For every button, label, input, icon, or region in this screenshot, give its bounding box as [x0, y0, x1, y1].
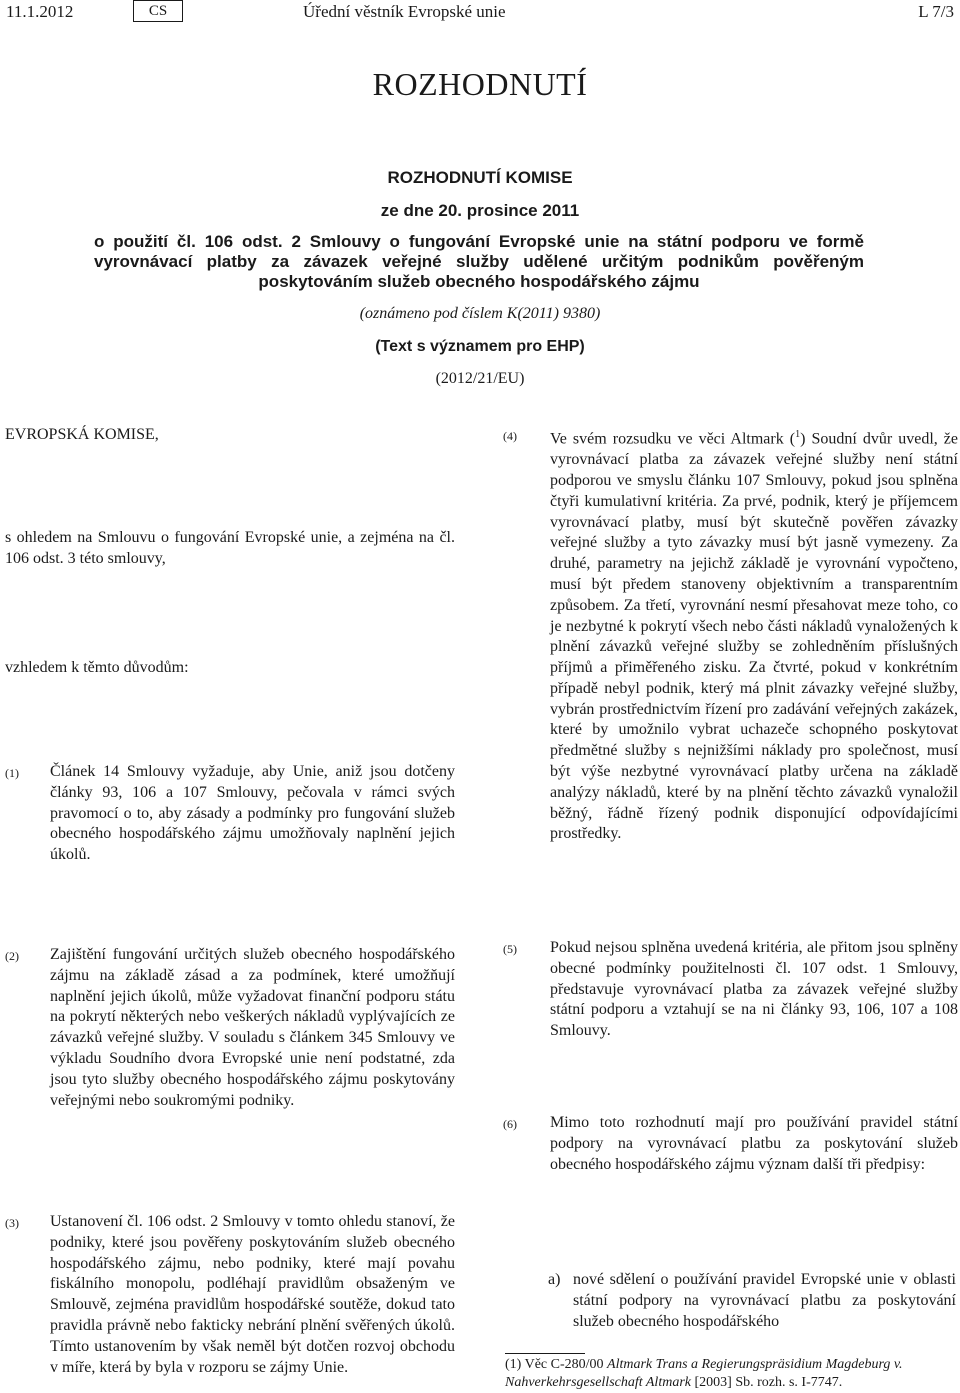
- recital-text: Mimo toto rozhodnutí mají pro používání pravidel státní podpory na vyrovnávací platbu za poskytování služeb obecného hospodářského zájmu význam další tři předpisy:: [550, 1114, 958, 1173]
- recital-text: [550, 425, 958, 845]
- recital-6: [503, 1113, 958, 1203]
- language-badge: CS: [133, 0, 183, 22]
- recital-number: (3): [5, 1216, 19, 1230]
- footnote-case-name: Altmark Trans a Regierungspräsidium Magdeburg v. Nahverkehrsgesellschaft Altmark: [505, 1357, 903, 1390]
- footnote-citation: [2003] Sb. rozh. s. I-7747.: [694, 1375, 843, 1390]
- recital-text: Ustanovení čl. 106 odst. 2 Smlouvy v tomto ohledu stanoví, že podniky, které jsou pověřeny poskytováním služeb obecného hospodářského zájmu, nebo podniky, které mají povahu fiskálního monopolu, podléhají pravidlům obsaženým ve Smlouvě, zejména pravidlům hospodářské soutěže, dokud tato pravidla právně nebo fakticky nebrání plnění svěřených úkolů. Tímto ustanovením by však neměl být dotčen rozvoj obchodu v míře, která by byla v rozporu se zájmy Unie.: [50, 1213, 455, 1376]
- preamble-commission: EVROPSKÁ KOMISE,: [5, 426, 159, 443]
- page-number: L 7/3: [918, 2, 954, 21]
- journal-header: [0, 0, 960, 26]
- footnote-ref[interactable]: 1: [795, 429, 801, 440]
- recital-text: Pokud nejsou splněna uvedená kritéria, ale přitom jsou splněny obecné podmínky použitelnosti čl. 107 odst. 1 Smlouvy, představuje vyrovnávací platba za závazek veřejné služby státní podporu a vztahují se na ni články 93, 106, 107 a 108 Smlouvy.: [550, 939, 958, 1040]
- decision-subject: o použití čl. 106 odst. 2 Smlouvy o fungování Evropské unie na státní podporu ve formě vyrovnávací platby za závazek veřejné služby udělené určitým podnikům pověřeným poskytováním služeb obecného hospodářského zájmu: [94, 232, 864, 291]
- journal-name: Úřední věstník Evropské unie: [303, 2, 506, 21]
- recital-1: [5, 762, 455, 862]
- sub-item-a: [548, 1270, 958, 1335]
- recital-number: (6): [503, 1117, 517, 1131]
- recital-text: Článek 14 Smlouvy vyžaduje, aby Unie, aniž jsou dotčeny články 93, 106 a 107 Smlouvy, pečovala v rámci svých pravomocí o to, aby zásady a podmínky pro fungování služeb obecného hospodářského zájmu umožňovaly naplnění jejich úkolů.: [50, 763, 455, 864]
- recital-text-part: Ve svém rozsudku ve věci Altmark (: [550, 430, 796, 448]
- page-title: ROZHODNUTÍ: [372, 66, 588, 102]
- recital-2: [5, 945, 455, 1130]
- preamble-whereas: vzhledem k těmto důvodům:: [5, 659, 189, 676]
- footnote-separator: [505, 1353, 585, 1354]
- footnote-marker: (1): [505, 1357, 522, 1372]
- decision-date: ze dne 20. prosince 2011: [380, 201, 580, 220]
- eea-relevance: (Text s významem pro EHP): [375, 338, 585, 355]
- preamble-having-regard: s ohledem na Smlouvu o fungování Evropské unie, a zejména na čl. 106 odst. 3 této smlouvy,: [5, 529, 455, 567]
- document-number: (2012/21/EU): [435, 370, 525, 387]
- footnote-text: Věc C-280/00: [524, 1357, 604, 1372]
- sub-item-text: nové sdělení o používání pravidel Evropské unie v oblasti státní podpory na vyrovnávací platbu za poskytování služeb obecného hospodářského: [573, 1271, 956, 1330]
- notification-number: (oznámeno pod číslem K(2011) 9380): [359, 305, 601, 322]
- footnote: [505, 1356, 955, 1392]
- recital-3: [5, 1212, 455, 1387]
- recital-text: Zajištění fungování určitých služeb obecného hospodářského zájmu na základě zásad a za podmínek, které umožňují naplnění jejich úkolů, může vyžadovat finanční podporu státu na pokrytí některých nebo veškerých nákladů vyplývajících ze závazků veřejné služby. V souladu s článkem 345 Smlouvy ve výkladu Soudního dvora Evropské unie není podstatné, zda jsou tyto služby obecného hospodářského zájmu poskytovány veřejnými nebo soukromými podniky.: [50, 946, 455, 1109]
- recital-number: (4): [503, 429, 517, 443]
- decision-label: ROZHODNUTÍ KOMISE: [387, 168, 573, 187]
- recital-number: (1): [5, 766, 19, 780]
- recital-number: (2): [5, 949, 19, 963]
- recital-number: (5): [503, 942, 517, 956]
- publication-date: 11.1.2012: [6, 2, 74, 21]
- recital-text-part: ) Soudní dvůr uvedl, že vyrovnávací platba za závazek veřejné služby není státní podporou ve smyslu článku 107 Smlouvy, pokud jsou splněna čtyři kumulativní kritéria. Za prvé, podnik, který je příjemcem vyrovnávací platby, musí být skutečně pověřen závazky veřejné služby a tyto závazky musí být jasně vymezeny. Za druhé, parametry na jejichž základě je vyrovnání vypočteno, musí být předem stanoveny objektivním a transparentním způsobem. Za třetí, vyrovnání nesmí přesahovat meze toho, co je nezbytné k pokrytí všech nebo části nákladů vynaložených k plnění závazků veřejné služby se zohledněním příslušných příjmů a přiměřeného zisku. Za čtvrté, pokud v konkrétním případě nebyl podnik, který má plnit závazky veřejné služby, vybrán prostřednictvím řízení pro zadávání veřejných zakázek, které by umožnilo vybrat uchazeče schopného poskytovat předmětné služby s nejnižšími náklady pro společnost, musí být výše nezbytné vyrovnávací platby určena na základě analýzy nákladů, které by na plnění těchto závazků vynaložil běžný, řádně řízený podnik disponující odpovídajícími prostředky.: [550, 430, 959, 843]
- recital-4: [503, 425, 958, 865]
- recital-5: [503, 938, 958, 1038]
- sub-item-marker: a): [548, 1271, 561, 1288]
